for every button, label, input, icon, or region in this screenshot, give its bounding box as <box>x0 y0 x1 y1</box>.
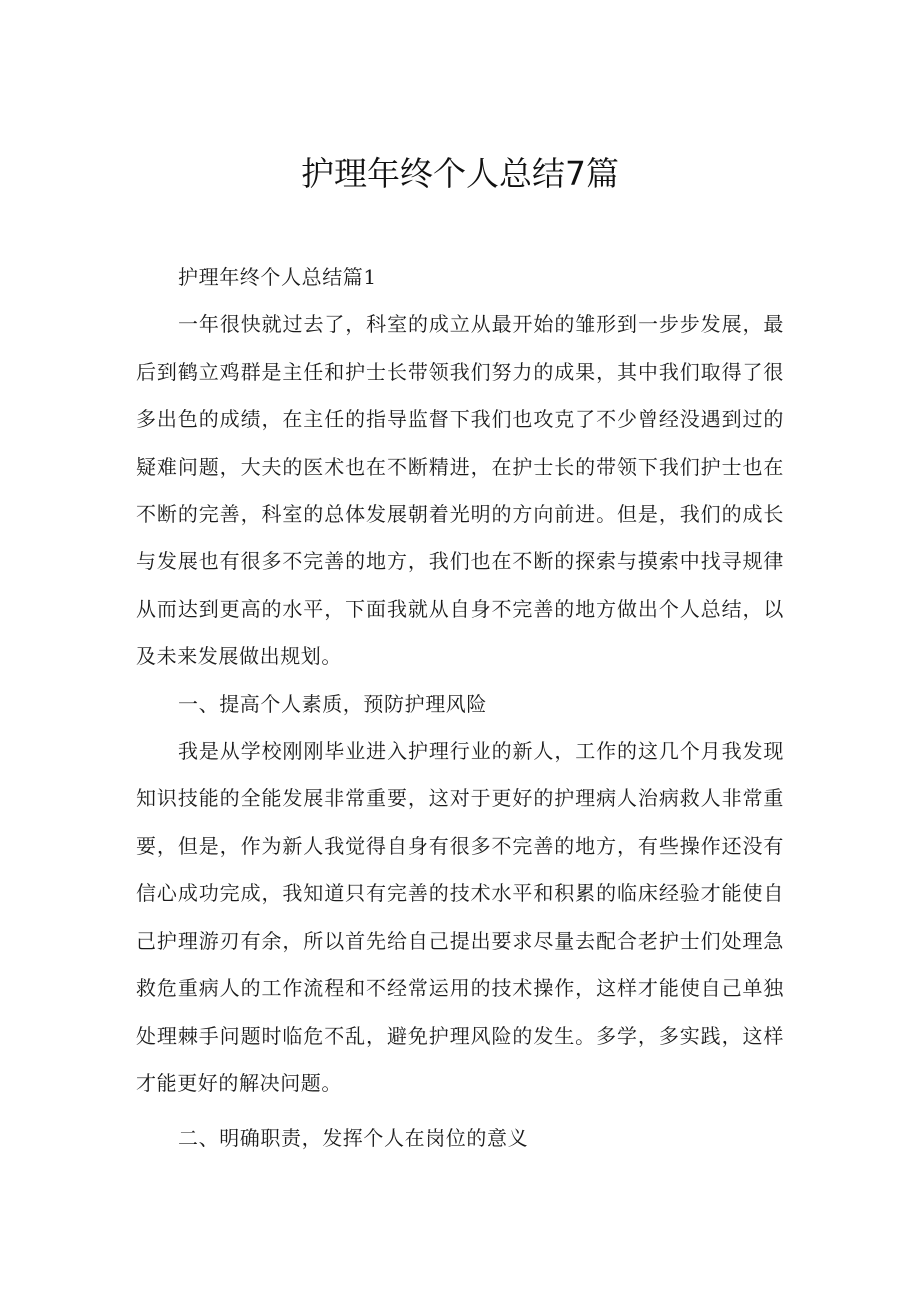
spacer <box>136 1107 784 1115</box>
heading-1: 一、提高个人素质，预防护理风险 <box>178 691 487 716</box>
section-label: 护理年终个人总结篇1 <box>178 265 377 289</box>
paragraph-intro: 一年很快就过去了，科室的成立从最开始的雏形到一步步发展，最后到鹤立鸡群是主任和护士长带领我们努力的成果，其中我们取得了很多出色的成绩，在主任的指导监督下我们也攻克了不少曾经没遇到过的疑难问题，大夫的医术也在不断精进，在护士长的带领下我们护士也在不断的完善，科室的总体发展朝着光明的方向前进。但是，我们的成长与发展也有很多不完善的地方，我们也在不断的探索与摸索中找寻规律从而达到更高的水平，下面我就从自身不完善的地方做出个人总结，以及未来发展做出规划。 <box>136 312 784 669</box>
document-body <box>136 254 784 1163</box>
heading-2: 二、明确职责，发挥个人在岗位的意义 <box>178 1126 529 1151</box>
paragraph-1: 我是从学校刚刚毕业进入护理行业的新人，工作的这几个月我发现知识技能的全能发展非常重要，这对于更好的护理病人治病救人非常重要，但是，作为新人我觉得自身有很多不完善的地方，有些操作还没有信心成功完成，我知道只有完善的技术水平和积累的临床经验才能使自己护理游刃有余，所以首先给自己提出要求尽量去配合老护士们处理急救危重病人的工作流程和不经常运用的技术操作，这样才能使自己单独处理棘手问题时临危不乱，避免护理风险的发生。多学，多实践，这样才能更好的解决问题。 <box>136 739 784 1095</box>
document-title: 护理年终个人总结7篇 <box>301 154 619 193</box>
